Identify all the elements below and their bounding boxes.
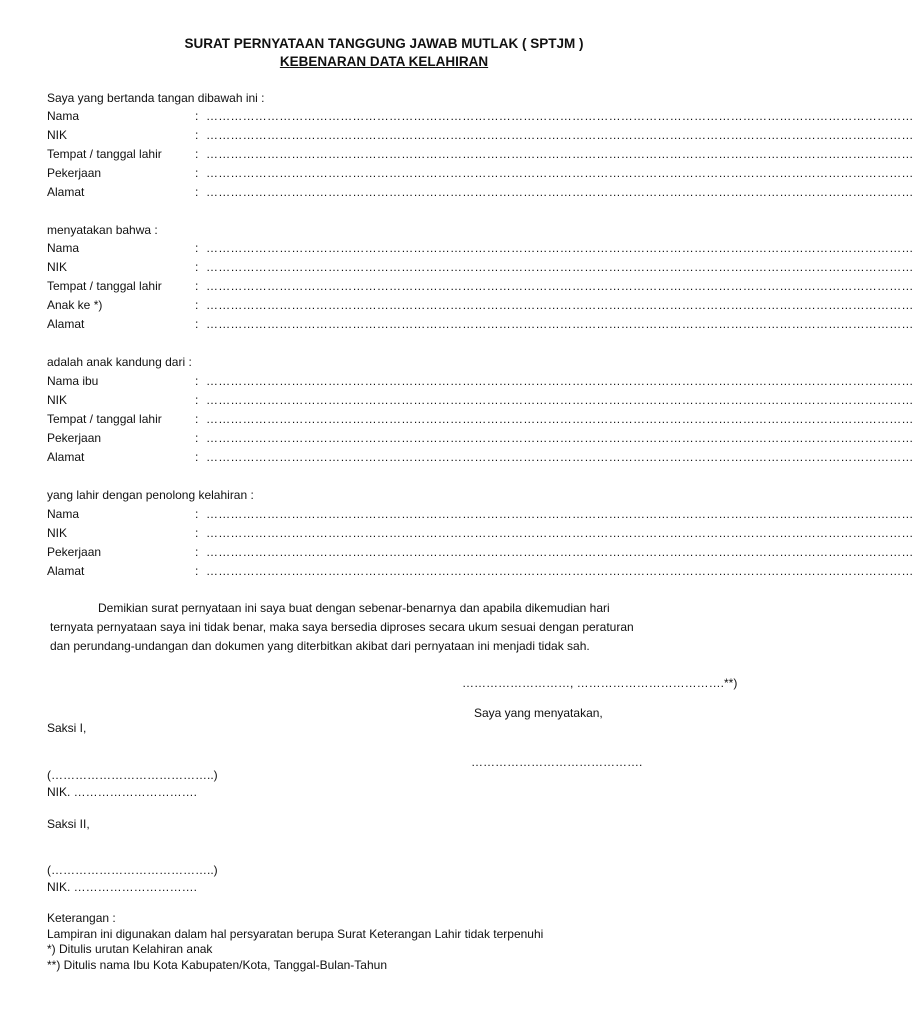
field-colon: : — [195, 109, 199, 123]
field-colon: : — [195, 545, 199, 559]
section-heading-birth-attendant: yang lahir dengan penolong kelahiran : — [47, 488, 254, 502]
notes-line-1: Lampiran ini digunakan dalam hal persyaratan berupa Surat Keterangan Lahir tidak terpenuhi — [47, 927, 544, 941]
field-blank: ………………………………………………………………………………………………………………………………………………………… — [206, 450, 914, 464]
field-label: Alamat — [47, 450, 85, 464]
declarant-signature-line: ……………………………………. — [471, 755, 643, 769]
field-label: NIK — [47, 128, 68, 142]
field-colon: : — [195, 374, 199, 388]
field-colon: : — [195, 450, 199, 464]
document-subtitle: KEBENARAN DATA KELAHIRAN — [279, 54, 489, 69]
field-label: Nama ibu — [47, 374, 99, 388]
field-colon: : — [195, 564, 199, 578]
witness-2-label: Saksi II, — [47, 817, 90, 831]
field-blank: ………………………………………………………………………………………………………………………………………………………… — [206, 564, 914, 578]
field-blank: ………………………………………………………………………………………………………………………………………………………… — [206, 166, 914, 180]
field-colon: : — [195, 260, 199, 274]
field-blank: ………………………………………………………………………………………………………………………………………………………… — [206, 185, 914, 199]
field-colon: : — [195, 298, 199, 312]
field-label: Tempat / tanggal lahir — [47, 412, 162, 426]
witness-1-label: Saksi I, — [47, 721, 87, 735]
field-colon: : — [195, 507, 199, 521]
section-heading-mother: adalah anak kandung dari : — [47, 355, 192, 369]
document-title: SURAT PERNYATAAN TANGGUNG JAWAB MUTLAK ( SPTJM ) — [184, 36, 584, 51]
field-label: Nama — [47, 109, 80, 123]
field-blank: ………………………………………………………………………………………………………………………………………………………… — [206, 128, 914, 142]
field-blank: ………………………………………………………………………………………………………………………………………………………… — [206, 147, 914, 161]
statement-line-3: dan perundang-undangan dan dokumen yang diterbitkan akibat dari pernyataan ini menjadi tidak sah. — [50, 639, 590, 653]
field-label: NIK — [47, 526, 68, 540]
notes-line-3: **) Ditulis nama Ibu Kota Kabupaten/Kota, Tanggal-Bulan-Tahun — [47, 958, 388, 972]
section-heading-child: menyatakan bahwa : — [47, 223, 158, 237]
field-colon: : — [195, 241, 199, 255]
field-label: Pekerjaan — [47, 545, 102, 559]
field-label: Pekerjaan — [47, 431, 102, 445]
field-blank: ………………………………………………………………………………………………………………………………………………………… — [206, 241, 914, 255]
field-colon: : — [195, 166, 199, 180]
witness-2-signature-line: (…………………………………..) — [47, 863, 218, 877]
field-label: Tempat / tanggal lahir — [47, 279, 162, 293]
section-heading-declarant: Saya yang bertanda tangan dibawah ini : — [47, 91, 265, 105]
place-date-line: ………………………, ……………………………….**) — [462, 676, 738, 690]
field-colon: : — [195, 526, 199, 540]
field-blank: ………………………………………………………………………………………………………………………………………………………… — [206, 393, 914, 407]
field-label: Nama — [47, 507, 80, 521]
witness-2-nik: NIK. …………………………. — [47, 880, 198, 894]
field-label: Alamat — [47, 564, 85, 578]
statement-line-1: Demikian surat pernyataan ini saya buat dengan sebenar-benarnya dan apabila dikemudian hari — [98, 601, 610, 615]
field-blank: ………………………………………………………………………………………………………………………………………………………… — [206, 545, 914, 559]
field-blank: ………………………………………………………………………………………………………………………………………………………… — [206, 526, 914, 540]
field-blank: ………………………………………………………………………………………………………………………………………………………… — [206, 507, 914, 521]
field-blank: ………………………………………………………………………………………………………………………………………………………… — [206, 431, 914, 445]
field-label: Anak ke *) — [47, 298, 103, 312]
field-label: NIK — [47, 393, 68, 407]
declarant-label: Saya yang menyatakan, — [474, 706, 603, 720]
witness-1-nik: NIK. …………………………. — [47, 785, 198, 799]
field-colon: : — [195, 317, 199, 331]
field-label: NIK — [47, 260, 68, 274]
field-colon: : — [195, 431, 199, 445]
field-blank: ………………………………………………………………………………………………………………………………………………………… — [206, 279, 914, 293]
field-colon: : — [195, 279, 199, 293]
field-colon: : — [195, 128, 199, 142]
field-blank: ………………………………………………………………………………………………………………………………………………………… — [206, 374, 914, 388]
field-label: Tempat / tanggal lahir — [47, 147, 162, 161]
field-blank: ………………………………………………………………………………………………………………………………………………………… — [206, 260, 914, 274]
field-colon: : — [195, 185, 199, 199]
field-label: Alamat — [47, 185, 85, 199]
field-colon: : — [195, 147, 199, 161]
field-blank: ………………………………………………………………………………………………………………………………………………………… — [206, 298, 914, 312]
field-blank: ………………………………………………………………………………………………………………………………………………………… — [206, 317, 914, 331]
notes-line-2: *) Ditulis urutan Kelahiran anak — [47, 942, 213, 956]
witness-1-signature-line: (…………………………………..) — [47, 768, 218, 782]
field-blank: ………………………………………………………………………………………………………………………………………………………… — [206, 109, 914, 123]
field-label: Nama — [47, 241, 80, 255]
field-blank: ………………………………………………………………………………………………………………………………………………………… — [206, 412, 914, 426]
statement-line-2: ternyata pernyataan saya ini tidak benar, maka saya bersedia diproses secara ukum sesuai dengan peraturan — [50, 620, 634, 634]
notes-heading: Keterangan : — [47, 911, 116, 925]
field-label: Pekerjaan — [47, 166, 102, 180]
field-colon: : — [195, 412, 199, 426]
field-colon: : — [195, 393, 199, 407]
field-label: Alamat — [47, 317, 85, 331]
